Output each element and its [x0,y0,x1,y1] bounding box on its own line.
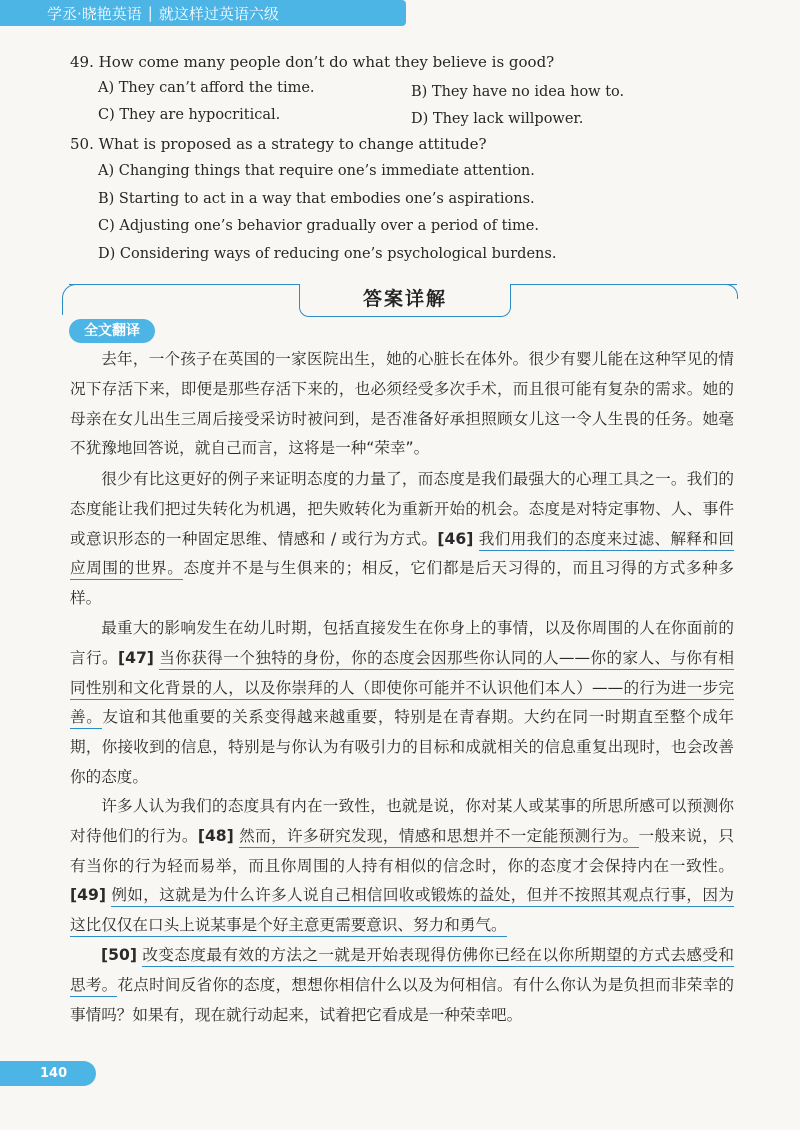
header-bar [0,0,406,26]
question-49-option-a: A) They can’t afford the time. [98,80,315,96]
question-49-option-d: D) They lack willpower. [411,111,584,127]
section-divider-left-curve [62,284,79,315]
answer-marker-47: [47] [117,648,154,667]
paragraph-2-text-b: 态度并不是与生俱来的；相反，它们都是后天习得的，而且习得的方式多种多样。 [70,559,734,608]
paragraph-3-text-a: 最重大的影响发生在幼儿时期，包括直接发生在你身上的事情，以及你周围的人在你面前的言行。 [70,619,734,667]
paragraph-1-text: 去年，一个孩子在英国的一家医院出生，她的心脏长在体外。很少有婴儿能在这种罕见的情况下存活下来，即便是那些存活下来的，也必须经受多次手术，而且很可能有复杂的需求。她的母亲在女儿出生三周后接受采访时被问到，是否准备好承担照顾女儿这一令人生畏的任务。她毫不犹豫地回答说，就自己而言，这将是一种“荣幸”。 [70,350,734,458]
paragraph-3 [70,614,734,793]
answer-marker-49: [49] [70,886,106,905]
answer-sentence-49: 例如，这就是为什么许多人说自己相信回收或锻炼的益处，但并不按照其观点行事，因为这比仅仅在口头上说某事是个好主意更需要意识、努力和勇气。 [70,886,734,937]
paragraph-3-text-b: 友谊和其他重要的关系变得越来越重要，特别是在青春期。大约在同一时期直至整个成年期，你接收到的信息，特别是与你认为有吸引力的目标和成就相关的信息重复出现时，也会改善你的态度。 [70,708,734,786]
paragraph-4-text-b: 一般来说，只有当你的行为轻而易举，而且你周围的人持有相似的信念时，你的态度才会保持内在一致性。 [70,826,734,875]
answer-marker-46: [46] [437,529,474,548]
answer-sentence-50: 改变态度最有效的方法之一就是开始表现得仿佛你已经在以你所期望的方式去感受和思考。 [70,946,734,997]
question-50-option-b: B) Starting to act in a way that embodies one’s aspirations. [98,191,535,207]
section-divider-right-curve [725,284,738,299]
paragraph-5 [70,941,734,1030]
answer-marker-48: [48] [197,826,234,845]
question-50-option-a: A) Changing things that require one’s immediate attention. [98,163,535,179]
paragraph-4-text-a: 许多人认为我们的态度具有内在一致性，也就是说，你对某人或某事的所思所感可以预测你对待他们的行为。 [70,797,734,845]
page-number: 140 [0,1061,96,1086]
paragraph-5-text-b: 花点时间反省你的态度，想想你相信什么以及为何相信。有什么你认为是负担而非荣幸的事情吗？如果有，现在就行动起来，试着把它看成是一种荣幸吧。 [70,975,734,1024]
header-brand: 学丞·晓艳英语 [47,4,142,23]
paragraph-2 [70,465,734,614]
question-50: 50. What is proposed as a strategy to change attitude? [70,135,487,153]
header-separator: | [147,4,153,22]
answer-marker-50: [50] [101,946,137,964]
question-50-option-d: D) Considering ways of reducing one’s psychological burdens. [98,246,557,262]
section-title: 答案详解 [299,284,511,317]
question-50-option-c: C) Adjusting one’s behavior gradually over a period of time. [98,218,539,234]
paragraph-4 [70,792,734,941]
header-subtitle: 就这样过英语六级 [158,4,279,23]
paragraph-1 [70,345,734,464]
answer-sentence-46: 我们用我们的态度来过滤、解释和回应周围的世界。 [70,530,734,581]
answer-sentence-47: 当你获得一个独特的身份，你的态度会因那些你认同的人——你的家人、与你有相同性别和文化背景的人，以及你崇拜的人（即使你可能并不认识他们本人）——的行为进一步完善。 [70,649,734,730]
translation-badge: 全文翻译 [69,319,155,343]
answer-sentence-48: 然而，许多研究发现，情感和思想并不一定能预测行为。 [239,827,638,848]
paragraph-2-text-a: 很少有比这更好的例子来证明态度的力量了，而态度是我们最强大的心理工具之一。我们的态度能让我们把过失转化为机遇，把失败转化为重新开始的机会。态度是对特定事物、人、事件或意识形态的一种固定思维、情感和 / 或行为方式。 [70,470,734,548]
question-49: 49. How come many people don’t do what they believe is good? [70,53,555,71]
question-49-option-c: C) They are hypocritical. [98,107,281,123]
question-49-option-b: B) They have no idea how to. [411,84,625,100]
